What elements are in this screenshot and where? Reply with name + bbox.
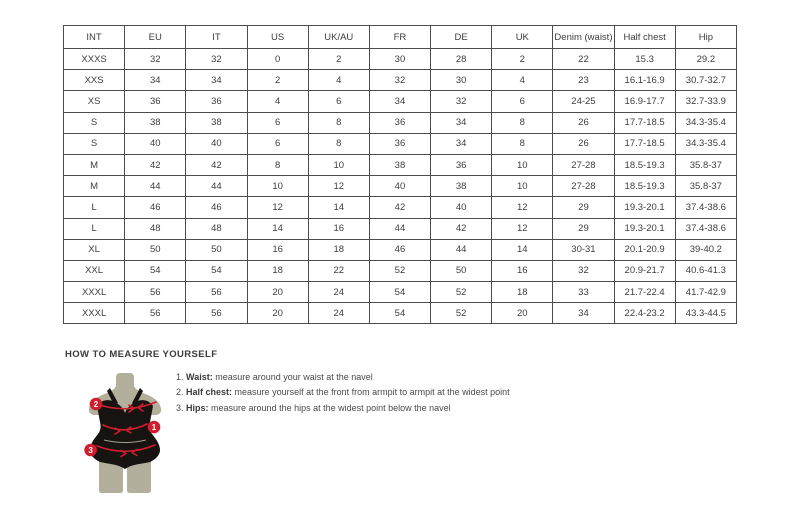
size-chart-cell: 34 <box>431 112 492 133</box>
waist-badge-number: 1 <box>151 422 157 432</box>
size-chart-cell: 34 <box>369 91 430 112</box>
size-chart-cell: 14 <box>492 239 553 260</box>
size-chart-cell: S <box>64 133 125 154</box>
size-chart-cell: 16.1-16.9 <box>614 70 675 91</box>
size-chart-cell: 50 <box>125 239 186 260</box>
size-chart-cell: 36 <box>369 112 430 133</box>
size-chart-cell: 16.9-17.7 <box>614 91 675 112</box>
size-chart-cell: 30.7-32.7 <box>675 70 736 91</box>
size-chart-cell: 24-25 <box>553 91 614 112</box>
size-chart-cell: 18.5-19.3 <box>614 154 675 175</box>
size-chart-cell: 20.9-21.7 <box>614 260 675 281</box>
size-chart-cell: XL <box>64 239 125 260</box>
size-chart-cell: 32 <box>553 260 614 281</box>
size-chart-header-row <box>64 26 737 49</box>
size-chart-header-cell: UK <box>492 26 553 49</box>
size-chart-cell: 6 <box>492 91 553 112</box>
size-chart-cell: 10 <box>308 154 369 175</box>
size-chart-cell: 4 <box>308 70 369 91</box>
size-chart-cell: XXS <box>64 70 125 91</box>
size-chart-row <box>64 282 737 303</box>
size-chart-cell: 16 <box>308 218 369 239</box>
size-chart-cell: 8 <box>492 133 553 154</box>
measurement-figure <box>84 372 176 498</box>
size-chart-cell: 14 <box>247 218 308 239</box>
size-chart-cell: 36 <box>369 133 430 154</box>
size-chart-cell: 12 <box>247 197 308 218</box>
step-number: 3. <box>176 402 184 413</box>
size-chart-row <box>64 197 737 218</box>
size-chart-cell: 30 <box>431 70 492 91</box>
step-label: Half chest: <box>186 387 233 398</box>
size-chart-row <box>64 218 737 239</box>
size-chart-cell: 54 <box>369 282 430 303</box>
size-chart-cell: 56 <box>186 303 247 324</box>
size-chart-cell: 8 <box>247 154 308 175</box>
hips-badge-number: 3 <box>88 445 93 455</box>
size-chart-cell: 30 <box>369 49 430 70</box>
size-chart-cell: 37.4-38.6 <box>675 197 736 218</box>
size-chart-cell: 43.3-44.5 <box>675 303 736 324</box>
size-chart-cell: 2 <box>247 70 308 91</box>
size-chart-row <box>64 49 737 70</box>
size-chart-cell: 39-40.2 <box>675 239 736 260</box>
size-chart-cell: 16 <box>247 239 308 260</box>
size-chart-cell: 18 <box>247 260 308 281</box>
size-chart-cell: 52 <box>431 303 492 324</box>
size-chart-cell: 19.3-20.1 <box>614 218 675 239</box>
size-chart-cell: 56 <box>186 282 247 303</box>
size-chart-cell: 21.7-22.4 <box>614 282 675 303</box>
size-chart-cell: 2 <box>492 49 553 70</box>
size-chart-cell: 20 <box>247 282 308 303</box>
size-chart-cell: 40 <box>125 133 186 154</box>
step-number: 1. <box>176 372 184 382</box>
size-chart-cell: 34.3-35.4 <box>675 112 736 133</box>
size-chart-cell: 44 <box>369 218 430 239</box>
size-chart-cell: 38 <box>369 154 430 175</box>
size-chart-cell: 29 <box>553 197 614 218</box>
size-chart-cell: 6 <box>308 91 369 112</box>
size-chart-cell: 46 <box>369 239 430 260</box>
size-chart-cell: 20 <box>247 303 308 324</box>
size-chart-row <box>64 303 737 324</box>
size-chart-cell: 8 <box>308 133 369 154</box>
size-chart-cell: 35.8-37 <box>675 154 736 175</box>
size-chart-cell: 34.3-35.4 <box>675 133 736 154</box>
size-chart-cell: XXXS <box>64 49 125 70</box>
size-chart-row <box>64 133 737 154</box>
step-text: measure around the hips at the widest point below the navel <box>208 402 451 413</box>
size-chart-cell: 42 <box>125 154 186 175</box>
size-chart-cell: 10 <box>247 176 308 197</box>
size-chart-cell: 18.5-19.3 <box>614 176 675 197</box>
size-chart-cell: 35.8-37 <box>675 176 736 197</box>
size-chart-cell: 56 <box>125 303 186 324</box>
step-label: Waist: <box>186 372 213 382</box>
size-chart-cell: 42 <box>431 218 492 239</box>
size-chart-cell: 15.3 <box>614 49 675 70</box>
measure-step-hips <box>176 401 510 416</box>
size-chart-cell: 8 <box>492 112 553 133</box>
size-chart-cell: M <box>64 176 125 197</box>
size-chart-cell: L <box>64 218 125 239</box>
size-chart-cell: 54 <box>125 260 186 281</box>
size-chart-cell: 19.3-20.1 <box>614 197 675 218</box>
size-chart-row <box>64 176 737 197</box>
measure-steps-list <box>176 370 510 416</box>
half-chest-badge-number: 2 <box>93 399 99 409</box>
mannequin-illustration <box>84 372 176 498</box>
size-chart-cell: 38 <box>431 176 492 197</box>
size-chart-cell: 42 <box>186 154 247 175</box>
size-chart-cell: 17.7-18.5 <box>614 133 675 154</box>
step-text: measure around your waist at the navel <box>212 372 373 382</box>
size-chart-header-cell: UK/AU <box>308 26 369 49</box>
size-chart-cell: 54 <box>186 260 247 281</box>
size-chart-cell: 12 <box>308 176 369 197</box>
size-chart-cell: 27-28 <box>553 176 614 197</box>
size-chart-cell: XXXL <box>64 303 125 324</box>
size-chart-cell: 0 <box>247 49 308 70</box>
measure-section-heading: HOW TO MEASURE YOURSELF <box>65 349 218 360</box>
size-chart-cell: 18 <box>308 239 369 260</box>
size-chart-cell: 29.2 <box>675 49 736 70</box>
size-chart-cell: 27-28 <box>553 154 614 175</box>
size-chart-cell: 20 <box>492 303 553 324</box>
size-chart-cell: 46 <box>186 197 247 218</box>
size-chart-cell: 24 <box>308 303 369 324</box>
size-chart-row <box>64 91 737 112</box>
size-chart-header-cell: IT <box>186 26 247 49</box>
size-chart-cell: 22.4-23.2 <box>614 303 675 324</box>
size-chart-header-cell: US <box>247 26 308 49</box>
size-chart-table <box>63 25 737 324</box>
size-chart-header-cell: Denim (waist) <box>553 26 614 49</box>
size-chart-cell: XXL <box>64 260 125 281</box>
size-chart-cell: 4 <box>492 70 553 91</box>
size-chart-cell: 12 <box>492 197 553 218</box>
size-chart-cell: 29 <box>553 218 614 239</box>
size-chart-cell: 17.7-18.5 <box>614 112 675 133</box>
size-chart-cell: 2 <box>308 49 369 70</box>
size-chart-cell: 6 <box>247 133 308 154</box>
size-chart-cell: XS <box>64 91 125 112</box>
size-chart-cell: 56 <box>125 282 186 303</box>
size-chart-cell: 32 <box>369 70 430 91</box>
size-chart-cell: 52 <box>431 282 492 303</box>
size-chart-cell: 33 <box>553 282 614 303</box>
size-chart-header-cell: Half chest <box>614 26 675 49</box>
size-chart-cell: 46 <box>125 197 186 218</box>
size-chart-cell: 14 <box>308 197 369 218</box>
size-chart-cell: L <box>64 197 125 218</box>
size-chart-cell: 16 <box>492 260 553 281</box>
size-chart-cell: 10 <box>492 176 553 197</box>
size-chart-cell: 48 <box>125 218 186 239</box>
size-chart-cell: 30-31 <box>553 239 614 260</box>
size-chart-cell: 52 <box>369 260 430 281</box>
size-chart-cell: 41.7-42.9 <box>675 282 736 303</box>
measure-step-waist <box>176 370 510 385</box>
size-chart-cell: 26 <box>553 112 614 133</box>
size-chart-cell: 18 <box>492 282 553 303</box>
size-chart-row <box>64 260 737 281</box>
size-chart-row <box>64 112 737 133</box>
size-chart-cell: 42 <box>369 197 430 218</box>
size-chart-header-cell: FR <box>369 26 430 49</box>
size-chart-cell: 26 <box>553 133 614 154</box>
size-chart-cell: 37.4-38.6 <box>675 218 736 239</box>
size-chart-cell: 50 <box>186 239 247 260</box>
size-chart-cell: 34 <box>553 303 614 324</box>
size-chart-cell: 44 <box>431 239 492 260</box>
size-chart-header-cell: DE <box>431 26 492 49</box>
size-chart-cell: 32 <box>125 49 186 70</box>
size-chart-cell: S <box>64 112 125 133</box>
size-chart-cell: 34 <box>186 70 247 91</box>
size-chart-cell: 36 <box>431 154 492 175</box>
size-chart-cell: 8 <box>308 112 369 133</box>
size-chart-header-cell: EU <box>125 26 186 49</box>
size-chart-row <box>64 70 737 91</box>
size-chart-header-cell: Hip <box>675 26 736 49</box>
size-chart-cell: 4 <box>247 91 308 112</box>
size-chart-cell: 22 <box>308 260 369 281</box>
size-chart-cell: 34 <box>125 70 186 91</box>
size-chart-cell: 44 <box>125 176 186 197</box>
size-chart-cell: 36 <box>125 91 186 112</box>
size-chart-cell: 32 <box>431 91 492 112</box>
size-chart-cell: 10 <box>492 154 553 175</box>
size-chart-cell: M <box>64 154 125 175</box>
size-chart-cell: 38 <box>125 112 186 133</box>
size-chart-cell: 40.6-41.3 <box>675 260 736 281</box>
size-chart-cell: 54 <box>369 303 430 324</box>
size-chart-cell: 24 <box>308 282 369 303</box>
step-number: 2. <box>176 387 184 398</box>
size-chart-row <box>64 239 737 260</box>
size-chart-header-cell: INT <box>64 26 125 49</box>
size-chart-cell: 12 <box>492 218 553 239</box>
size-chart-cell: 32.7-33.9 <box>675 91 736 112</box>
size-chart-cell: 40 <box>431 197 492 218</box>
size-chart-cell: 22 <box>553 49 614 70</box>
size-chart-cell: 38 <box>186 112 247 133</box>
size-chart-cell: 20.1-20.9 <box>614 239 675 260</box>
step-label: Hips: <box>186 402 209 413</box>
size-chart-row <box>64 154 737 175</box>
size-chart-cell: 50 <box>431 260 492 281</box>
size-chart-cell: 40 <box>186 133 247 154</box>
measure-step-half-chest <box>176 385 510 400</box>
size-chart-cell: 28 <box>431 49 492 70</box>
size-chart-cell: 34 <box>431 133 492 154</box>
size-chart-cell: 36 <box>186 91 247 112</box>
step-text: measure yourself at the front from armpit to armpit at the widest point <box>232 387 510 398</box>
size-chart-cell: 40 <box>369 176 430 197</box>
size-chart-cell: 44 <box>186 176 247 197</box>
size-chart-cell: 32 <box>186 49 247 70</box>
size-chart-cell: 48 <box>186 218 247 239</box>
size-chart-cell: 6 <box>247 112 308 133</box>
size-chart-cell: 23 <box>553 70 614 91</box>
size-chart-cell: XXXL <box>64 282 125 303</box>
